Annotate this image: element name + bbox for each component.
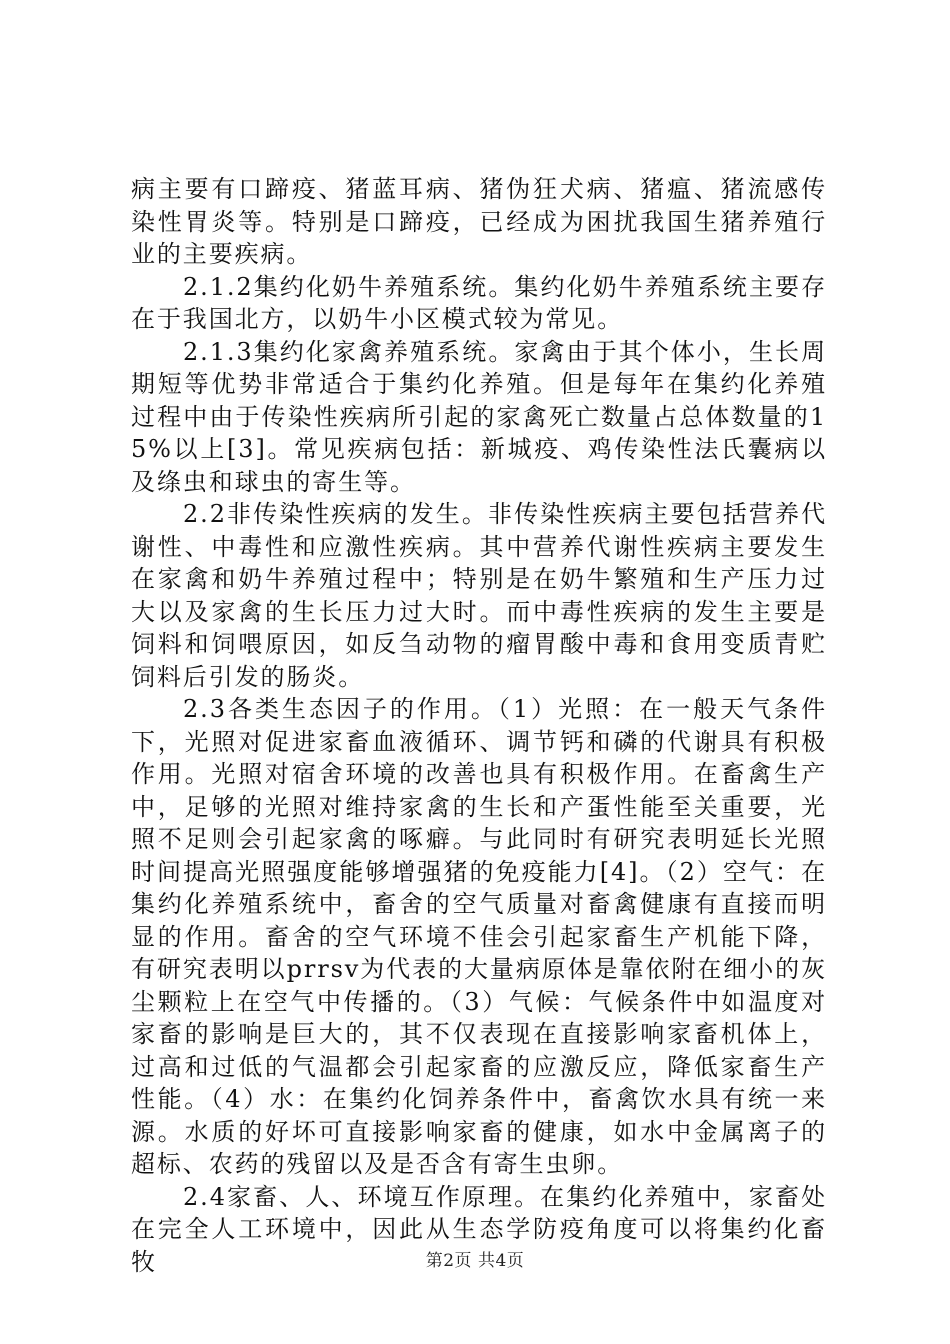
paragraph: 2.1.3集约化家禽养殖系统。家禽由于其个体小，生长周期短等优势非常适合于集约化养殖。但是每年在集约化养殖过程中由于传染性疾病所引起的家禽死亡数量占总体数量的15%以上[3]。常见疾病包括：新城疫、鸡传染性法氏囊病以及绦虫和球虫的寄生等。 [131,337,827,496]
page-number-footer: 第2页 共4页 [425,1251,525,1271]
paragraph: 病主要有口蹄疫、猪蓝耳病、猪伪狂犬病、猪瘟、猪流感传染性胃炎等。特别是口蹄疫，已经成为困扰我国生猪养殖行业的主要疾病。 [131,175,827,268]
paragraph: 2.1.2集约化奶牛养殖系统。集约化奶牛养殖系统主要存在于我国北方，以奶牛小区模式较为常见。 [131,272,827,333]
paragraph: 2.4家畜、人、环境互作原理。在集约化养殖中，家畜处在完全人工环境中，因此从生态学防疫角度可以将集约化畜牧 [131,1182,827,1276]
paragraph: 2.3各类生态因子的作用。（1）光照：在一般天气条件下，光照对促进家畜血液循环、调节钙和磷的代谢具有积极作用。光照对宿舍环境的改善也具有积极作用。在畜禽生产中，足够的光照对维持家禽的生长和产蛋性能至关重要，光照不足则会引起家禽的啄癖。与此同时有研究表明延长光照时间提高光照强度能够增强猪的免疫能力[4]。（2）空气：在集约化养殖系统中，畜舍的空气质量对畜禽健康有直接而明显的作用。畜舍的空气环境不佳会引起家畜生产机能下降，有研究表明以prrsv为代表的大量病原体是靠依附在细小的灰尘颗粒上在空气中传播的。（3）气候：气候条件中如温度对家畜的影响是巨大的，其不仅表现在直接影响家畜机体上，过高和过低的气温都会引起家畜的应激反应，降低家畜生产性能。（4）水：在集约化饲养条件中，畜禽饮水具有统一来源。水质的好坏可直接影响家畜的健康，如水中金属离子的超标、农药的残留以及是否含有寄生虫卵。 [131,695,827,1178]
paragraph: 2.2非传染性疾病的发生。非传染性疾病主要包括营养代谢性、中毒性和应激性疾病。其中营养代谢性疾病主要发生在家禽和奶牛养殖过程中；特别是在奶牛繁殖和生产压力过大以及家禽的生长压力过大时。而中毒性疾病的发生主要是饲料和饲喂原因，如反刍动物的瘤胃酸中毒和食用变质青贮饲料后引发的肠炎。 [131,500,827,691]
body-text [131,173,827,1278]
